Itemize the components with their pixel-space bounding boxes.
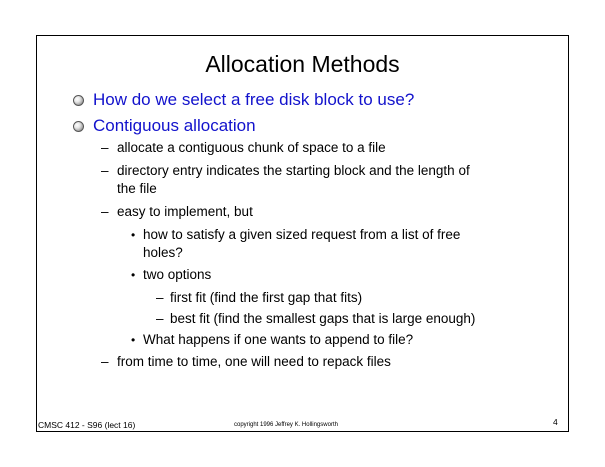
item-how-line1: how to satisfy a given sized request from a list of free	[143, 227, 461, 242]
item-best-fit: best fit (find the smallest gaps that is large enough)	[170, 311, 476, 326]
dot-mark: •	[131, 268, 136, 282]
item-repack: from time to time, one will need to repack files	[117, 354, 391, 369]
bullet-circle-icon	[73, 95, 84, 106]
bullet-circle-icon	[73, 121, 84, 132]
dot-mark: •	[131, 333, 136, 347]
item-directory-line2: the file	[117, 181, 157, 196]
dash-mark: –	[156, 290, 164, 305]
item-how-line2: holes?	[143, 245, 183, 260]
item-first-fit: first fit (find the first gap that fits)	[170, 290, 363, 305]
footer-copyright: copyright 1996 Jeffrey K. Hollingsworth	[234, 422, 338, 428]
dot-mark: •	[131, 228, 136, 242]
dash-mark: –	[101, 140, 109, 155]
dash-mark: –	[156, 311, 164, 326]
item-append: What happens if one wants to append to file?	[143, 332, 414, 347]
item-easy: easy to implement, but	[117, 204, 253, 219]
item-directory-line1: directory entry indicates the starting block and the length of	[117, 163, 470, 178]
slide-title: Allocation Methods	[205, 51, 400, 77]
page-number: 4	[553, 417, 558, 427]
bullet-select-free-block: How do we select a free disk block to use?	[93, 90, 415, 109]
item-allocate: allocate a contiguous chunk of space to a file	[117, 140, 386, 155]
item-two-options: two options	[143, 267, 212, 282]
dash-mark: –	[101, 204, 109, 219]
bullet-contiguous-allocation: Contiguous allocation	[93, 116, 256, 135]
dash-mark: –	[101, 354, 109, 369]
dash-mark: –	[101, 163, 109, 178]
footer-course: CMSC 412 - S96 (lect 16)	[38, 420, 136, 430]
